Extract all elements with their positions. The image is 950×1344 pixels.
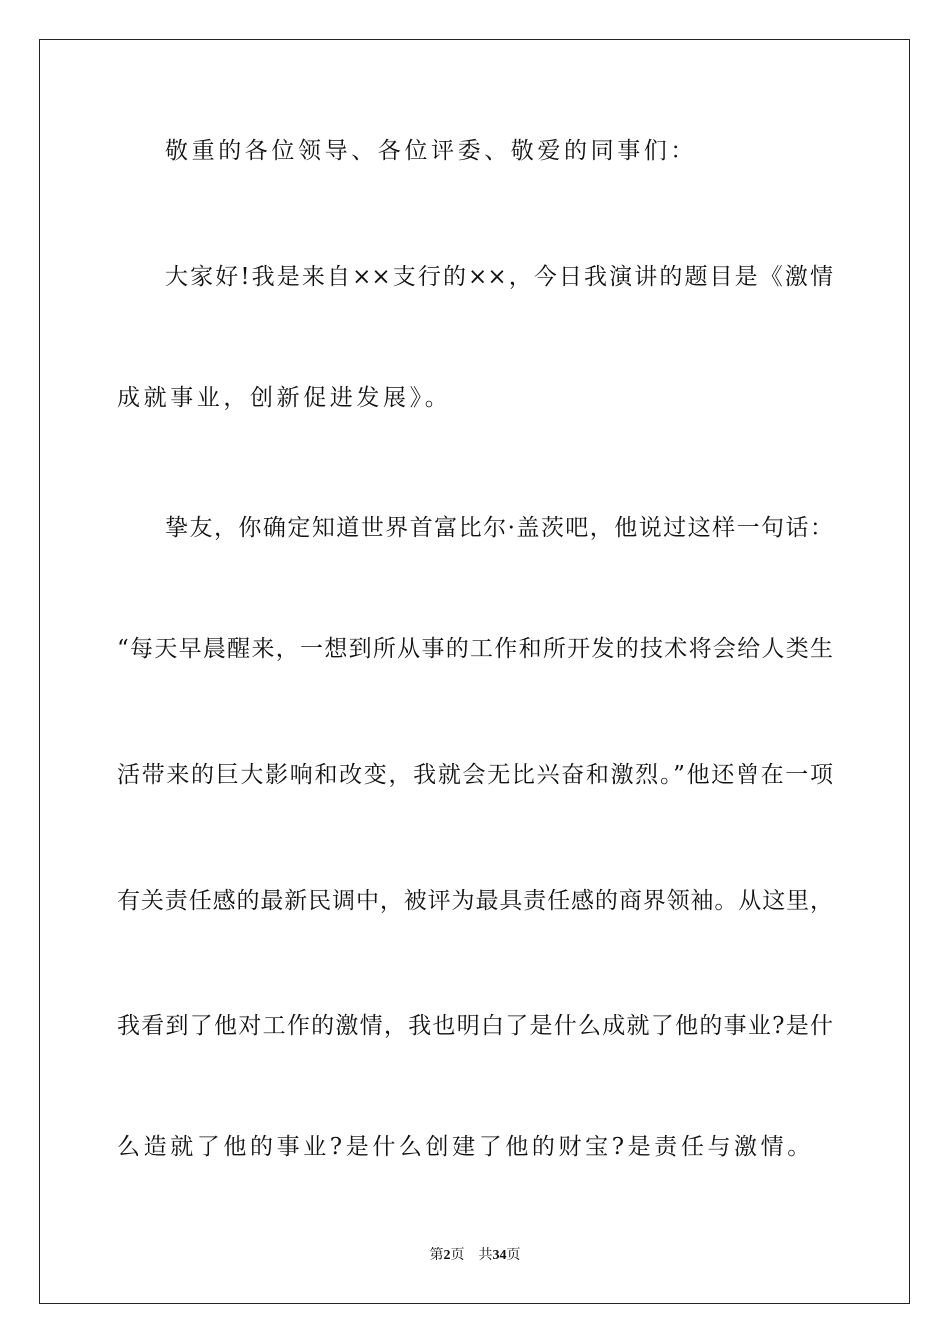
page-prefix: 第	[429, 1248, 444, 1263]
paragraph-2-line-3: 活带来的巨大影响和改变，我就会无比兴奋和激烈。”他还曾在一项	[117, 762, 833, 788]
page-suffix: 页	[450, 1248, 465, 1263]
paragraph-2-line-5: 我看到了他对工作的激情，我也明白了是什么成就了他的事业?是什	[117, 1013, 833, 1039]
page-number: 2	[443, 1248, 451, 1263]
paragraph-2-line-4: 有关责任感的最新民调中，被评为最具责任感的商界领袖。从这里，	[117, 888, 833, 914]
total-pages: 34	[492, 1248, 507, 1263]
total-suffix: 页	[506, 1248, 521, 1263]
paragraph-2-line-6: 么造就了他的事业?是什么创建了他的财宝?是责任与激情。	[117, 1134, 814, 1160]
page-footer	[0, 1247, 950, 1265]
paragraph-2-line-2: “每天早晨醒来，一想到所从事的工作和所开发的技术将会给人类生	[117, 636, 833, 662]
total-prefix: 共	[478, 1248, 493, 1263]
paragraph-1-line-1: 大家好!我是来自××支行的××，今日我演讲的题目是《激情	[165, 264, 833, 290]
paragraph-1-line-2: 成就事业，创新促进发展》。	[117, 385, 452, 411]
page-border	[39, 39, 910, 1304]
salutation-line: 敬重的各位领导、各位评委、敬爱的同事们：	[165, 138, 697, 164]
paragraph-2-line-1: 挚友，你确定知道世界首富比尔·盖茨吧，他说过这样一句话：	[165, 515, 833, 541]
